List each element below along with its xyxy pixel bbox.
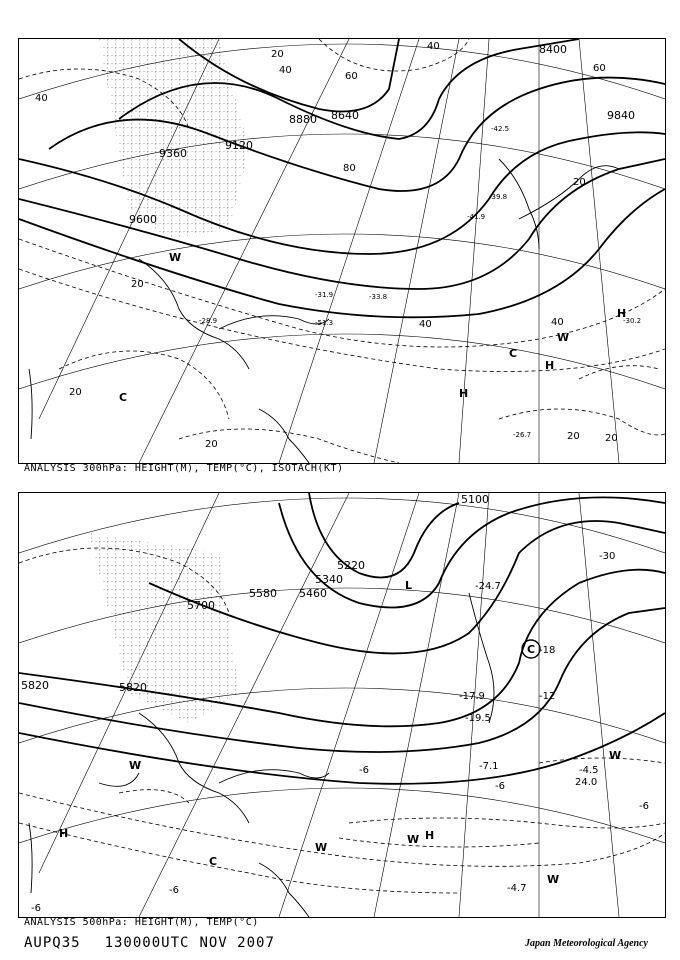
height-label: 9360 (159, 147, 187, 160)
temp-label: -4.7 (507, 883, 527, 894)
height-label: 8640 (331, 109, 359, 122)
isotach-label: 20 (205, 439, 218, 450)
pressure-center: H (545, 359, 555, 372)
pressure-center: C (119, 391, 128, 404)
temp-label: 24.0 (575, 777, 598, 788)
height-label: 5580 (249, 587, 277, 600)
isotach-label: 40 (551, 317, 564, 328)
temp-label: -17.9 (459, 691, 485, 702)
height-label: 5820 (119, 681, 147, 694)
height-label: 5820 (21, 679, 49, 692)
temp-label: -18 (539, 645, 556, 656)
height-label: 8880 (289, 113, 317, 126)
chart-code: AUPQ35 (24, 935, 81, 951)
temp-label-group (199, 125, 641, 439)
pressure-center: W (407, 833, 420, 846)
height-label: 8400 (539, 43, 567, 56)
temp-label: -39.8 (489, 193, 508, 201)
isotach-label: 20 (271, 49, 284, 60)
pressure-center: C (509, 347, 518, 360)
misc-label: -6 (31, 903, 41, 914)
height-label: 9600 (129, 213, 157, 226)
map-500hpa (19, 493, 665, 917)
isotach-label: 40 (279, 65, 292, 76)
isotach-label: 20 (69, 387, 82, 398)
temp-label: -6 (495, 781, 505, 792)
pressure-center: C (209, 855, 218, 868)
pressure-center: H (59, 827, 69, 840)
isotach-label: 20 (131, 279, 144, 290)
misc-label-group (31, 765, 649, 914)
temp-label: -30 (599, 551, 616, 562)
coastlines (29, 593, 494, 917)
isotach-label: 20 (573, 177, 586, 188)
height-label: 5220 (337, 559, 365, 572)
misc-label: -6 (169, 885, 179, 896)
temp-label: -30.2 (623, 317, 642, 325)
height-label: 5460 (299, 587, 327, 600)
pressure-center: W (315, 841, 328, 854)
pressure-center: H (459, 387, 469, 400)
pressure-center: C (527, 643, 536, 656)
isotach-label: 40 (419, 319, 432, 330)
caption-500hpa: ANALYSIS 500hPa: HEIGHT(M), TEMP(°C) (24, 917, 259, 928)
temp-label: -7.1 (479, 761, 499, 772)
temp-label: -42.5 (491, 125, 510, 133)
pressure-center: H (617, 307, 627, 320)
map-300hpa (19, 39, 665, 463)
pressure-center: W (609, 749, 622, 762)
temp-label: -26.7 (513, 431, 532, 439)
isotach-label: 60 (593, 63, 606, 74)
temp-label: -24.7 (475, 581, 501, 592)
chart-300hpa (18, 38, 666, 464)
chart-date: NOV 2007 (199, 935, 275, 951)
temp-label: -31.9 (315, 291, 334, 299)
isotach-label: 40 (35, 93, 48, 104)
isotach-label: 40 (427, 41, 440, 52)
temp-label: -28.9 (199, 317, 218, 325)
pressure-center: W (547, 873, 560, 886)
temp-label: -12 (539, 691, 556, 702)
temp-label: -4.5 (579, 765, 599, 776)
temp-label-group (459, 551, 615, 894)
misc-label: -6 (359, 765, 369, 776)
chart-500hpa (18, 492, 666, 918)
misc-label: -6 (639, 801, 649, 812)
height-label: 9120 (225, 139, 253, 152)
caption-300hpa: ANALYSIS 300hPa: HEIGHT(M), TEMP(°C), ISOTACH(KT) (24, 463, 344, 474)
height-label: 5340 (315, 573, 343, 586)
pressure-center: H (425, 829, 435, 842)
pressure-center: W (129, 759, 142, 772)
isotach-label: 60 (345, 71, 358, 82)
pressure-center: W (557, 331, 570, 344)
height-label: 5100 (461, 493, 489, 506)
isotach-label: 80 (343, 163, 356, 174)
isotach-label: 20 (567, 431, 580, 442)
chart-time: 130000UTC (104, 935, 190, 951)
height-label: 9840 (607, 109, 635, 122)
pressure-center: W (169, 251, 182, 264)
temp-label: -33.8 (369, 293, 388, 301)
height-label: 5700 (187, 599, 215, 612)
temp-label: -19.5 (465, 713, 491, 724)
isotach-label: 20 (605, 433, 618, 444)
pressure-center: L (405, 579, 413, 592)
chart-footer (24, 935, 275, 951)
agency-name: Japan Meteorological Agency (525, 938, 648, 949)
temp-label: -51.3 (315, 319, 334, 327)
height-label-group (21, 493, 489, 694)
temp-label: -41.9 (467, 213, 486, 221)
